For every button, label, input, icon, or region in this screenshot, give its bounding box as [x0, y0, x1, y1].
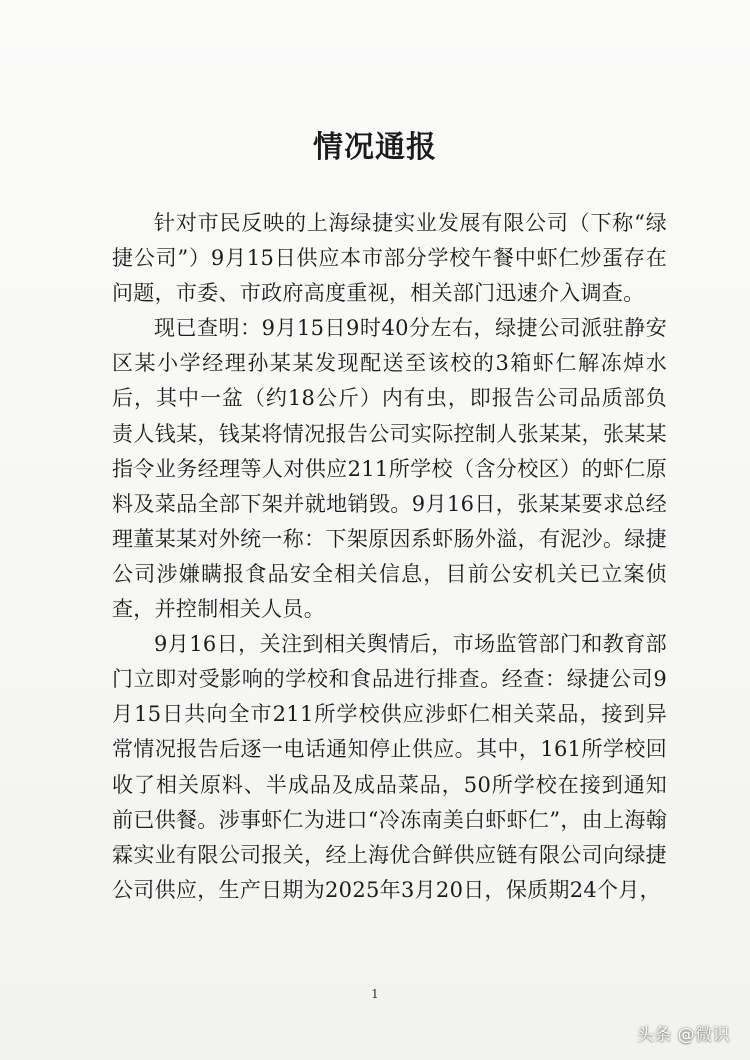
paragraph-2: 现已查明：9月15日9时40分左右，绿捷公司派驻静安区某小学经理孙某某发现配送至该校的3箱虾仁解冻焯水后，其中一盆（约18公斤）内有虫，即报告公司品质部负责人钱某，钱某将情况报告公司实际控制人张某某，张某某指令业务经理等人对供应211所学校（含分校区）的虾仁原料及菜品全部下架并就地销毁。9月16日，张某某要求总经理董某某对外统一称：下架原因系虾肠外溢，有泥沙。绿捷公司涉嫌瞒报食品安全相关信息，目前公安机关已立案侦查，并控制相关人员。 — [112, 316, 667, 622]
watermark-text: 头条 @微识 — [636, 1024, 730, 1045]
paragraph-3: 9月16日，关注到相关舆情后，市场监管部门和教育部门立即对受影响的学校和食品进行排查。经查：绿捷公司9月15日共向全市211所学校供应涉虾仁相关菜品，接到异常情况报告后逐一电话通知停止供应。其中，161所学校回收了相关原料、半成品及成品菜品，50所学校在接到通知前已供餐。涉事虾仁为进口“冷冻南美白虾虾仁”，由上海翰霖实业有限公司报关，经上海优合鲜供应链有限公司向绿捷公司供应，生产日期为2025年3月20日，保质期24个月， — [112, 632, 667, 902]
paragraph-1: 针对市民反映的上海绿捷实业发展有限公司（下称“绿捷公司”）9月15日供应本市部分学校午餐中虾仁炒蛋存在问题，市委、市政府高度重视，相关部门迅速介入调查。 — [112, 211, 667, 306]
page-number: 1 — [371, 987, 379, 1001]
document-title: 情况通报 — [313, 130, 437, 165]
document-body — [112, 206, 667, 908]
watermark — [637, 1018, 730, 1046]
